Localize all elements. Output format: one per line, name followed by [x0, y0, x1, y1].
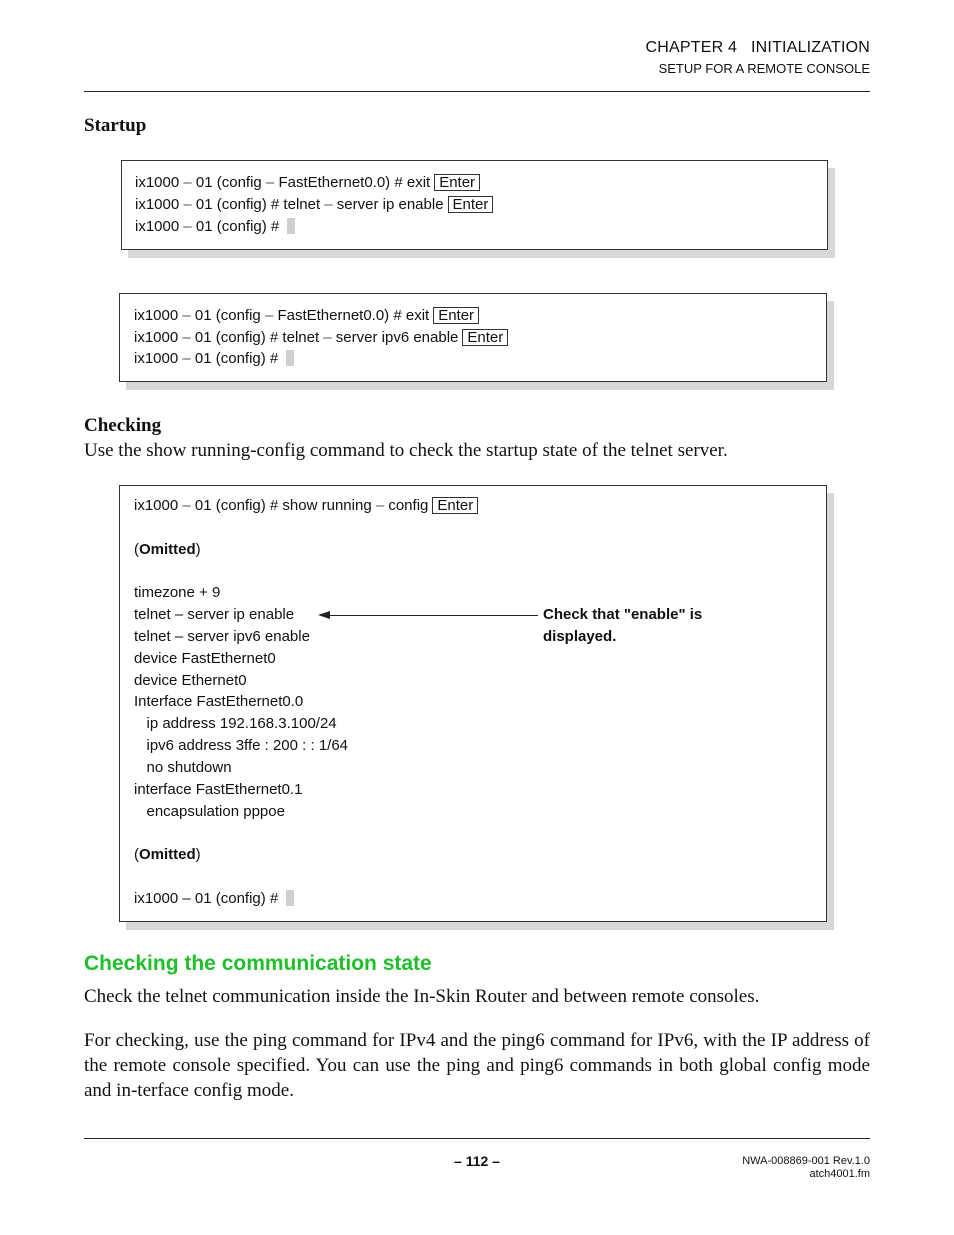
cmd-line: ix1000 – 01 (config) # telnet – server ip enable Enter	[135, 195, 493, 215]
enter-key: Enter	[434, 174, 480, 191]
running-config-box	[119, 485, 827, 922]
config-line: timezone + 9	[134, 584, 221, 601]
cmd-line: ix1000 – 01 (config) # telnet – server ipv6 enable Enter	[134, 328, 508, 348]
config-line: device Ethernet0	[134, 672, 247, 689]
prompt-line: ix1000 – 01 (config) #	[134, 349, 294, 369]
omitted-line: (Omitted)	[134, 846, 201, 863]
enter-key: Enter	[462, 329, 508, 346]
enter-key: Enter	[432, 497, 478, 514]
config-line: telnet – server ip enable	[134, 606, 295, 623]
page-number: – 112 –	[454, 1153, 500, 1169]
callout-line	[328, 615, 538, 616]
callout-text: Check that "enable" is displayed.	[543, 606, 703, 645]
doc-id: NWA-008869-001 Rev.1.0 atch4001.fm	[742, 1155, 870, 1180]
startup-box-ipv6	[119, 293, 827, 382]
config-line: no shutdown	[134, 759, 232, 776]
config-line: ipv6 address 3ffe : 200 : : 1/64	[134, 737, 349, 754]
cursor-block	[286, 890, 294, 906]
enter-key: Enter	[433, 307, 479, 324]
section-heading: Checking the communication state	[84, 952, 432, 975]
comm-para-1: Check the telnet communication inside the In-Skin Router and between remote consoles.	[84, 986, 760, 1007]
config-line: device FastEthernet0	[134, 650, 276, 667]
config-line: ip address 192.168.3.100/24	[134, 715, 337, 732]
comm-para-2: For checking, use the ping command for IPv4 and the ping6 command for IPv6, with the IP address of the remote console specified. You can use the ping and ping6 commands in both global config mode and in-terface config mode.	[84, 1030, 870, 1101]
footer-rule	[84, 1138, 870, 1139]
checking-heading: Checking	[84, 415, 162, 436]
prompt-line: ix1000 – 01 (config) #	[134, 889, 294, 909]
omitted-line: (Omitted)	[134, 541, 201, 558]
startup-heading: Startup	[84, 115, 147, 136]
chapter-title: CHAPTER 4 INITIALIZATION	[645, 39, 870, 56]
config-line: Interface FastEthernet0.0	[134, 693, 304, 710]
header-rule	[84, 91, 870, 92]
cmd-line: ix1000 – 01 (config) # show running – config Enter	[134, 496, 478, 516]
config-line: interface FastEthernet0.1	[134, 781, 303, 798]
startup-box-ipv4	[121, 160, 828, 250]
prompt-line: ix1000 – 01 (config) #	[135, 217, 295, 237]
cmd-line: ix1000 – 01 (config – FastEthernet0.0) # exit Enter	[135, 173, 480, 193]
config-line: telnet – server ipv6 enable	[134, 628, 310, 645]
cursor-block	[286, 350, 294, 366]
section-title: SETUP FOR A REMOTE CONSOLE	[658, 61, 870, 76]
config-line: encapsulation pppoe	[134, 803, 285, 820]
cursor-block	[287, 218, 295, 234]
checking-text: Use the show running-config command to check the startup state of the telnet server.	[84, 440, 728, 461]
cmd-line: ix1000 – 01 (config – FastEthernet0.0) # exit Enter	[134, 306, 479, 326]
enter-key: Enter	[448, 196, 494, 213]
